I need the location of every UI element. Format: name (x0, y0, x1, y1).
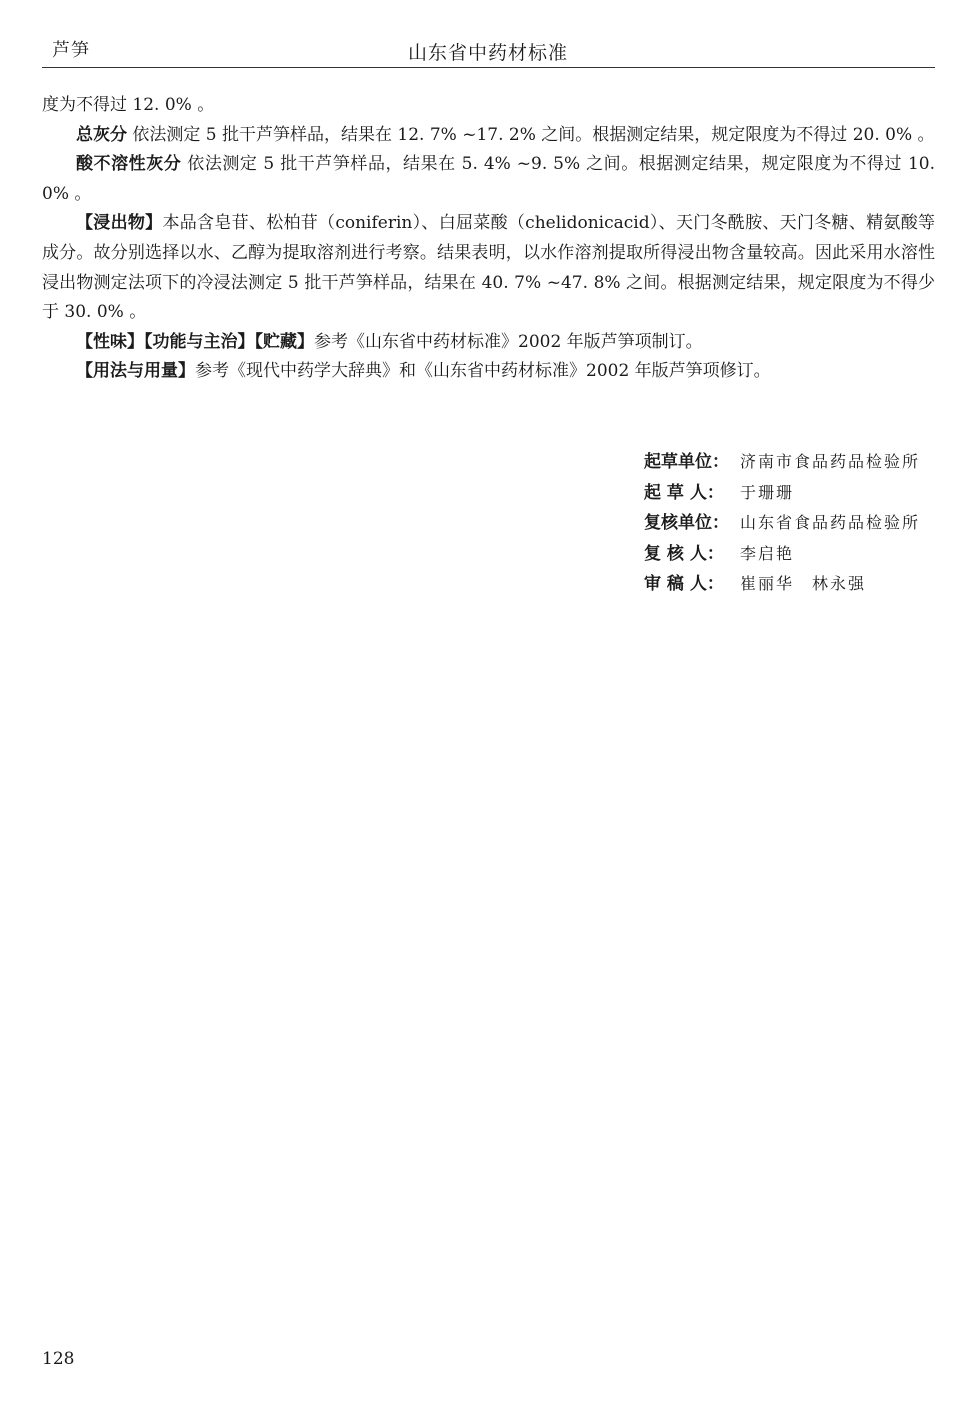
credit-label: 起 草 人： (644, 482, 724, 503)
credit-label: 起草单位： (644, 452, 729, 472)
paragraph-properties (42, 328, 935, 358)
section-label-properties: 【性味】【功能与主治】【贮藏】 (76, 331, 314, 352)
credit-value: 济南市食品药品检验所 (740, 452, 921, 471)
header-rule (42, 67, 935, 68)
credit-value: 崔丽华 林永强 (740, 574, 867, 594)
credit-label: 复核单位： (644, 513, 729, 534)
credit-row-editor (644, 569, 944, 600)
running-header-left: 芦笋 (52, 40, 90, 61)
body-text (42, 91, 935, 387)
paragraph-text: 参考《山东省中药材标准》2002 年版芦笋项制订。 (314, 331, 703, 352)
credits-block (644, 447, 944, 600)
running-header-title: 山东省中药材标准 (407, 42, 568, 64)
section-label-extract: 【浸出物】 (76, 213, 163, 234)
credit-value: 于珊珊 (740, 482, 795, 502)
paragraph-text: 参考《现代中药学大辞典》和《山东省中药材标准》2002 年版芦笋项修订。 (195, 361, 771, 382)
section-label-dosage: 【用法与用量】 (76, 361, 195, 382)
credit-value: 山东省食品药品检验所 (740, 513, 921, 533)
credit-label: 复 核 人： (644, 543, 724, 564)
paragraph-text: 度为不得过 12. 0% 。 (42, 95, 215, 115)
credit-row-review-unit (644, 508, 944, 539)
paragraph-total-ash (42, 121, 935, 151)
paragraph-text: 依法测定 5 批干芦笋样品，结果在 5. 4% ~9. 5% 之间。根据测定结果，规定限度为不得过 10. 0% 。 (42, 154, 936, 204)
page-number: 128 (42, 1349, 75, 1369)
credit-row-drafting-unit (644, 447, 944, 478)
section-label-total-ash: 总灰分 (76, 124, 127, 145)
paragraph-text: 本品含皂苷、松柏苷（coniferin）、白屈菜酸（chelidonicacid）、天门冬酰胺、天门冬糖、精氨酸等成分。故分别选择以水、乙醇为提取溶剂进行考察。结果表明，以水作溶剂提取所得浸出物含量较高。因此采用水溶性浸出物测定法项下的冷浸法测定 5 批干芦笋样品，结果在 40. 7% ~47. 8% 之间。根据测定结果，规定限度为不得少于 30. 0% 。 (42, 213, 935, 323)
paragraph-text: 依法测定 5 批干芦笋样品，结果在 12. 7% ~17. 2% 之间。根据测定结果，规定限度为不得过 20. 0% 。 (127, 124, 935, 145)
section-label-acid-insoluble-ash: 酸不溶性灰分 (76, 154, 182, 175)
paragraph-continuation (42, 91, 935, 121)
credit-row-drafter (644, 478, 944, 509)
credit-label: 审 稿 人： (644, 574, 724, 595)
credit-row-reviewer (644, 539, 944, 570)
credit-value: 李启艳 (740, 543, 795, 563)
paragraph-dosage (42, 357, 935, 387)
paragraph-extract (42, 209, 935, 327)
paragraph-acid-insoluble-ash (42, 150, 935, 209)
